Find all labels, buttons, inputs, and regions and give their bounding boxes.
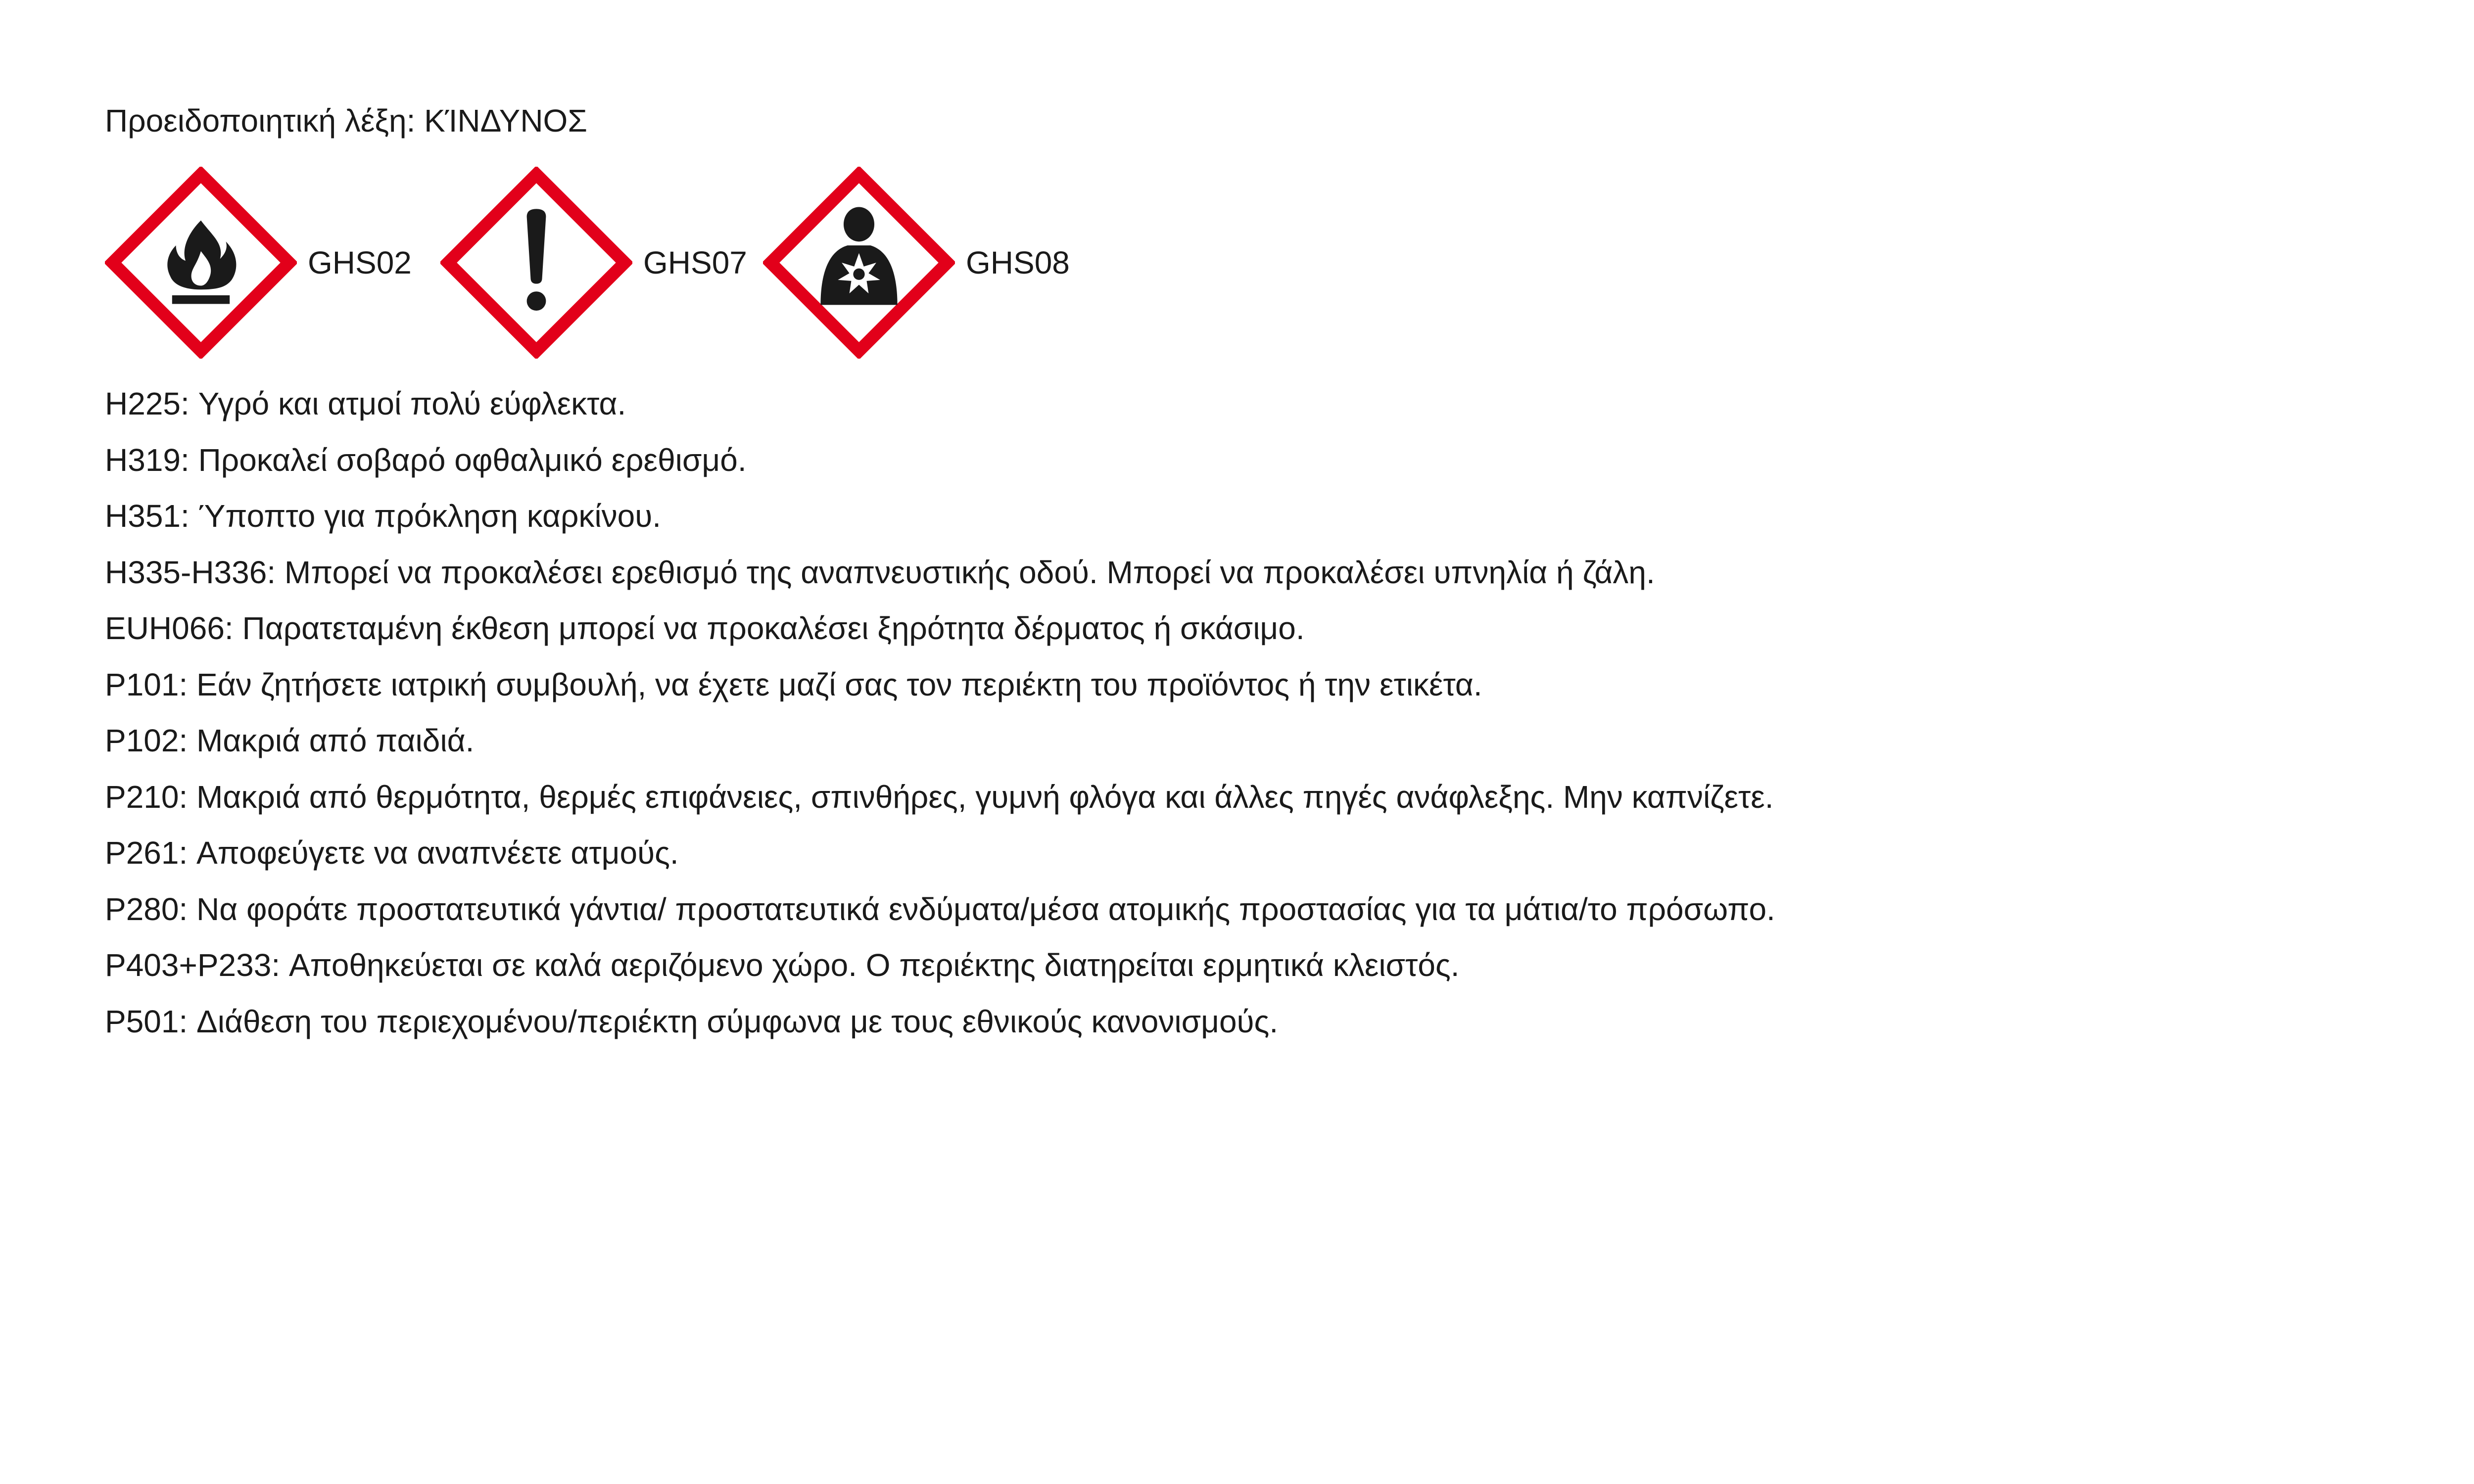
statement-h319: H319: Προκαλεί σοβαρό οφθαλμικό ερεθισμό. xyxy=(105,442,747,478)
hazard-precautionary-statements xyxy=(105,376,2474,1050)
pictogram-code-ghs08: GHS08 xyxy=(966,245,1070,280)
flame-icon xyxy=(105,167,297,359)
statement-p403-p233: P403+P233: Αποθηκεύεται σε καλά αεριζόμενο χώρο. Ο περιέκτης διατηρείται ερμητικά κλειστός. xyxy=(105,947,1460,983)
ghs-pictograms xyxy=(105,167,1193,359)
pictogram-code-ghs07: GHS07 xyxy=(643,245,747,280)
statement-p280: P280: Να φοράτε προστατευτικά γάντια/ προστατευτικά ενδύματα/μέσα ατομικής προστασίας για τα μάτια/το πρόσωπο. xyxy=(105,891,1775,927)
exclamation-mark-icon xyxy=(440,167,632,359)
signal-word: Προειδοποιητική λέξη: ΚΊΝΔΥΝΟΣ xyxy=(105,103,587,139)
statement-p210: P210: Μακριά από θερμότητα, θερμές επιφάνειες, σπινθήρες, γυμνή φλόγα και άλλες πηγές ανάφλεξης. Μην καπνίζετε. xyxy=(105,779,1774,815)
health-hazard-icon xyxy=(763,167,955,359)
statement-p501: P501: Διάθεση του περιεχομένου/περιέκτη σύμφωνα με τους εθνικούς κανονισμούς. xyxy=(105,1003,1279,1039)
statement-p101: P101: Εάν ζητήσετε ιατρική συμβουλή, να έχετε μαζί σας τον περιέκτη του προϊόντος ή την ετικέτα. xyxy=(105,666,1482,702)
statement-euh066: EUH066: Παρατεταμένη έκθεση μπορεί να προκαλέσει ξηρότητα δέρματος ή σκάσιμο. xyxy=(105,610,1305,646)
statement-h351: H351: Ύποπτο για πρόκληση καρκίνου. xyxy=(105,498,661,534)
statement-p261: P261: Αποφεύγετε να αναπνέετε ατμούς. xyxy=(105,835,679,871)
statement-h225: H225: Υγρό και ατμοί πολύ εύφλεκτα. xyxy=(105,386,626,421)
statement-h335-h336: H335-H336: Μπορεί να προκαλέσει ερεθισμό της αναπνευστικής οδού. Μπορεί να προκαλέσει υπνηλία ή ζάλη. xyxy=(105,554,1655,590)
pictogram-code-ghs02: GHS02 xyxy=(308,245,412,280)
statement-p102: P102: Μακριά από παιδιά. xyxy=(105,723,475,758)
